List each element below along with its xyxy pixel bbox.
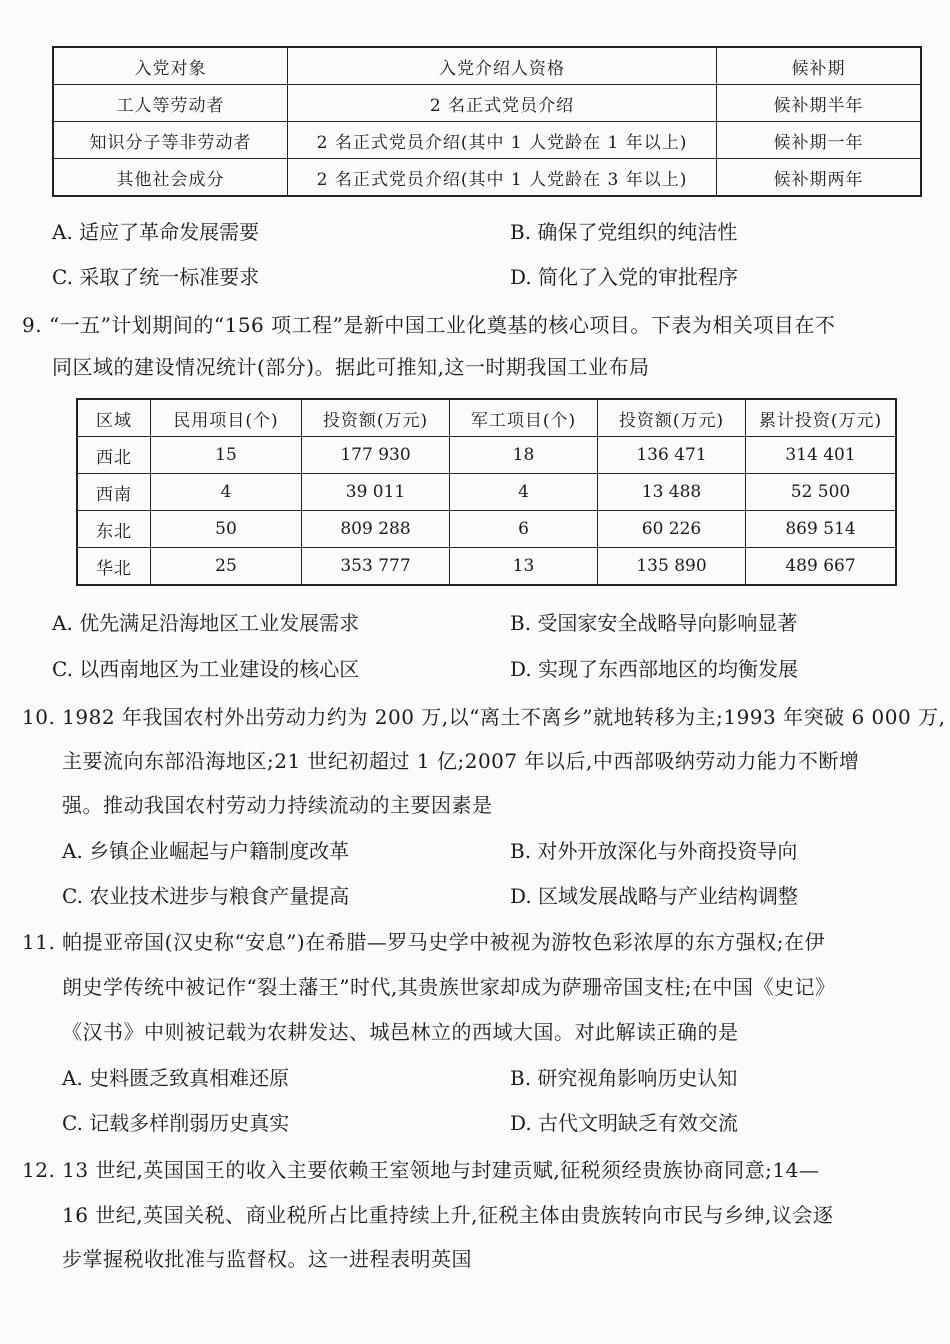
q9-stem-line1: 9. “一五”计划期间的“156 项工程”是新中国工业化奠基的核心项目。下表为相关项目在不 <box>22 313 836 337</box>
q11-stem-line2: 朗史学传统中被记作“裂土藩王”时代,其贵族世家却成为萨珊帝国支柱;在中国《史记》 <box>62 975 836 999</box>
q10-option-b: B. 对外开放深化与外商投资导向 <box>510 839 798 863</box>
table-cell: 135 890 <box>598 548 746 586</box>
q11-option-c: C. 记载多样削弱历史真实 <box>62 1111 290 1135</box>
q12-stem-line1: 12. 13 世纪,英国国王的收入主要依赖王室领地与封建贡赋,征税须经贵族协商同意;14— <box>22 1158 820 1182</box>
table-cell: 13 488 <box>598 474 746 511</box>
table-cell: 4 <box>450 474 598 511</box>
table-header-cell: 民用项目(个) <box>151 399 302 437</box>
table-cell: 西北 <box>77 437 151 474</box>
table-cell: 6 <box>450 511 598 548</box>
table-header-row <box>53 47 921 85</box>
q11-option-d: D. 古代文明缺乏有效交流 <box>510 1111 739 1135</box>
table-header-cell: 区域 <box>77 399 151 437</box>
table-row <box>77 437 896 474</box>
q10-stem-line1: 10. 1982 年我国农村外出劳动力约为 200 万,以“离土不离乡”就地转移为主;1993 年突破 6 000 万, <box>22 705 946 729</box>
q11-option-b: B. 研究视角影响历史认知 <box>510 1066 738 1090</box>
table-header-cell: 军工项目(个) <box>450 399 598 437</box>
q8-option-d: D. 简化了入党的审批程序 <box>510 265 739 289</box>
q10-stem-line3: 强。推动我国农村劳动力持续流动的主要因素是 <box>62 793 493 817</box>
party-admission-table <box>52 46 922 197</box>
table-header-cell: 入党介绍人资格 <box>288 47 717 85</box>
table-cell: 489 667 <box>746 548 897 586</box>
table-row <box>77 548 896 586</box>
table-cell: 869 514 <box>746 511 897 548</box>
table-cell: 809 288 <box>302 511 450 548</box>
table-cell: 2 名正式党员介绍(其中 1 人党龄在 3 年以上) <box>288 159 717 197</box>
table-cell: 候补期两年 <box>717 159 922 197</box>
q12-stem-line3: 步掌握税收批准与监督权。这一进程表明英国 <box>62 1247 472 1271</box>
table-header-cell: 候补期 <box>717 47 922 85</box>
industry-projects-table <box>76 398 897 586</box>
table-cell: 353 777 <box>302 548 450 586</box>
table-row <box>53 85 921 122</box>
q10-option-a: A. 乡镇企业崛起与户籍制度改革 <box>62 839 350 863</box>
q12-stem-line2: 16 世纪,英国关税、商业税所占比重持续上升,征税主体由贵族转向市民与乡绅,议会逐 <box>62 1203 834 1227</box>
q11-stem-line1: 11. 帕提亚帝国(汉史称“安息”)在希腊—罗马史学中被视为游牧色彩浓厚的东方强权;在伊 <box>22 930 825 954</box>
q10-option-c: C. 农业技术进步与粮食产量提高 <box>62 884 350 908</box>
table-cell: 西南 <box>77 474 151 511</box>
table-cell: 2 名正式党员介绍(其中 1 人党龄在 1 年以上) <box>288 122 717 159</box>
table-cell: 15 <box>151 437 302 474</box>
table-cell: 314 401 <box>746 437 897 474</box>
q10-stem-line2: 主要流向东部沿海地区;21 世纪初超过 1 亿;2007 年以后,中西部吸纳劳动力能力不断增 <box>62 749 860 773</box>
q8-option-a: A. 适应了革命发展需要 <box>52 220 260 244</box>
table-cell: 136 471 <box>598 437 746 474</box>
table-header-cell: 投资额(万元) <box>302 399 450 437</box>
table-row <box>53 159 921 197</box>
table-header-cell: 累计投资(万元) <box>746 399 897 437</box>
q9-option-a: A. 优先满足沿海地区工业发展需求 <box>52 611 360 635</box>
table-cell: 华北 <box>77 548 151 586</box>
table-header-row <box>77 399 896 437</box>
q8-option-c: C. 采取了统一标准要求 <box>52 265 260 289</box>
table-header-cell: 投资额(万元) <box>598 399 746 437</box>
q9-option-c: C. 以西南地区为工业建设的核心区 <box>52 657 360 681</box>
table-header-cell: 入党对象 <box>53 47 288 85</box>
table-cell: 13 <box>450 548 598 586</box>
q9-stem-line2: 同区域的建设情况统计(部分)。据此可推知,这一时期我国工业布局 <box>52 355 650 379</box>
q9-option-d: D. 实现了东西部地区的均衡发展 <box>510 657 799 681</box>
table-cell: 4 <box>151 474 302 511</box>
table-cell: 25 <box>151 548 302 586</box>
table-cell: 候补期半年 <box>717 85 922 122</box>
table-cell: 52 500 <box>746 474 897 511</box>
q8-option-b: B. 确保了党组织的纯洁性 <box>510 220 738 244</box>
q11-option-a: A. 史料匮乏致真相难还原 <box>62 1066 290 1090</box>
table-cell: 39 011 <box>302 474 450 511</box>
table-row <box>77 474 896 511</box>
table-cell: 60 226 <box>598 511 746 548</box>
table-cell: 50 <box>151 511 302 548</box>
table-cell: 177 930 <box>302 437 450 474</box>
table-row <box>77 511 896 548</box>
table-cell: 知识分子等非劳动者 <box>53 122 288 159</box>
table-cell: 其他社会成分 <box>53 159 288 197</box>
q10-option-d: D. 区域发展战略与产业结构调整 <box>510 884 799 908</box>
table-cell: 东北 <box>77 511 151 548</box>
q11-stem-line3: 《汉书》中则被记载为农耕发达、城邑林立的西域大国。对此解读正确的是 <box>62 1020 739 1044</box>
table-cell: 2 名正式党员介绍 <box>288 85 717 122</box>
q9-option-b: B. 受国家安全战略导向影响显著 <box>510 611 798 635</box>
table-cell: 18 <box>450 437 598 474</box>
table-cell: 候补期一年 <box>717 122 922 159</box>
table-row <box>53 122 921 159</box>
table-cell: 工人等劳动者 <box>53 85 288 122</box>
